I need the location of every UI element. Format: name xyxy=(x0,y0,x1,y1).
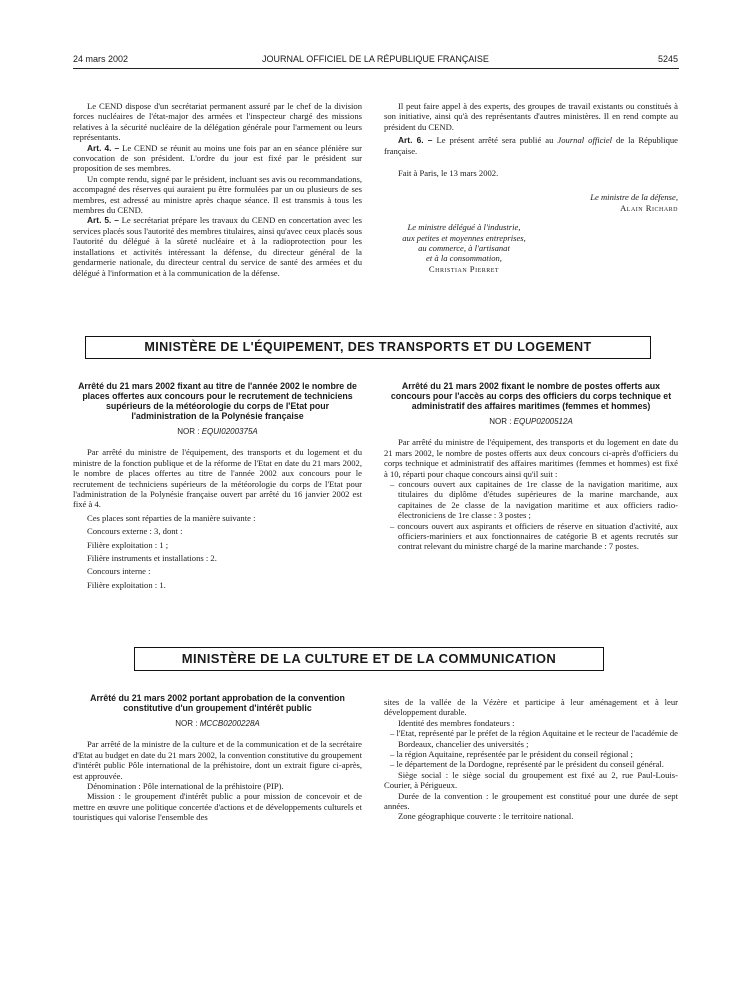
signature-block-2 xyxy=(384,222,544,274)
paragraph: Zone géographique couverte : le territoire national. xyxy=(398,811,574,822)
signature-date: Fait à Paris, le 13 mars 2002. xyxy=(398,168,499,179)
paragraph: Filière exploitation : 1. xyxy=(87,579,166,590)
nor-code: EQUP0200512A xyxy=(513,417,573,426)
arrete-title: Arrêté du 21 mars 2002 fixant au titre de l'année 2002 le nombre de places offertes aux concours pour le recrutement de techniciens supérieurs de la météorologie du corps de l'Etat pour l'administration de la Polynésie française xyxy=(78,381,357,421)
nor-label: NOR : xyxy=(175,719,200,728)
signatory-name: Christian Pierret xyxy=(428,263,500,274)
arrete-equipement-affaires-maritimes xyxy=(384,381,678,552)
paragraph: Ces places sont réparties de la manière suivante : xyxy=(87,512,256,523)
signature-block-1 xyxy=(384,192,678,213)
nor-reference xyxy=(73,719,362,729)
paragraph: Par arrêté du ministre de l'équipement, des transports et du logement en date du 21 mars 2002, le nombre de postes offerts aux deux concours ci-après d'officiers du corps technique et administratif des affaires maritimes (femmes et hommes) est fixé à 10, réparti pour chaque concours ainsi qu'il suit : xyxy=(384,437,678,479)
arrete-culture-gip xyxy=(73,693,362,823)
ministry-heading-equipement: MINISTÈRE DE L'ÉQUIPEMENT, DES TRANSPORTS ET DU LOGEMENT xyxy=(85,336,651,359)
arrete-title: Arrêté du 21 mars 2002 fixant le nombre de postes offerts aux concours pour l'accès au corps des officiers du corps technique et administratif des affaires maritimes (femmes et hommes) xyxy=(390,381,672,411)
arrete-equipement-meteorologie xyxy=(73,381,362,590)
article-label: Art. 6. – xyxy=(398,135,433,146)
article-text: de la République française. xyxy=(384,135,678,156)
nor-label: NOR : xyxy=(177,427,202,436)
paragraph: Durée de la convention : le groupement est constitué pour une durée de sept années. xyxy=(384,790,678,812)
nor-code: EQUI0200375A xyxy=(201,427,258,436)
list-item: – concours ouvert aux aspirants et officiers de réserve en situation d'activité, aux officiers-mariniers et aux fonctionnaires de catégorie B et agents recrutés sur contrat relevant du ministre chargé de la marine marchande : 7 postes. xyxy=(384,521,678,552)
header-page-number: 5245 xyxy=(657,54,678,64)
paragraph: Par arrêté de la ministre de la culture et de la communication et de la secrétaire d'Etat au budget en date du 21 mars 2002, la convention constitutive du groupement d'intérêt public Pôle international de la préhistoire, dont un extrait figure ci-après, est approuvée. xyxy=(73,739,362,781)
nor-reference xyxy=(73,427,362,437)
signatory-title: Le ministre délégué à l'industrie, xyxy=(407,222,521,233)
paragraph: Par arrêté du ministre de l'équipement, des transports et du logement et du ministre de la fonction publique et de la réforme de l'Etat en date du 21 mars 2002, le nombre de places offertes au titre de l'année 2002 aux concours pour le recrutement de techniciens supérieurs de la météorologie du corps de l'Etat pour l'administration de la Polynésie française ouvert par arrêté du 16 janvier 2002 est fixé à 4. xyxy=(73,447,362,510)
signatory-title: au commerce, à l'artisanat xyxy=(418,243,510,254)
ministry-heading-culture: MINISTÈRE DE LA CULTURE ET DE LA COMMUNICATION xyxy=(134,647,604,671)
paragraph: Filière instruments et installations : 2. xyxy=(87,553,217,564)
paragraph: Concours externe : 3, dont : xyxy=(87,526,183,537)
nor-reference xyxy=(384,417,678,427)
signatory-name: Alain Richard xyxy=(620,202,678,213)
article-text: Le CEND se réunit au moins une fois par an en séance plénière sur convocation de son président. L'ordre du jour est fixé par le président sur proposition de ses membres. xyxy=(73,142,362,174)
journal-name: Journal officiel xyxy=(557,135,613,146)
paragraph: Le CEND dispose d'un secrétariat permanent assuré par le chef de la division forces nucléaires de l'état-major des armées et l'inspecteur chargé des missions relatives à la sécurité nucléaire de la délégation générale pour l'armement ou leurs représentants. xyxy=(73,101,362,143)
header-journal-title: JOURNAL OFFICIEL DE LA RÉPUBLIQUE FRANÇAISE xyxy=(262,54,489,64)
header-date: 24 mars 2002 xyxy=(73,54,129,64)
paragraph: Siège social : le siège social du groupement est fixé au 2, rue Paul-Louis-Courier, à Périgueux. xyxy=(384,769,678,791)
nor-code: MCCB0200228A xyxy=(199,719,260,728)
nor-label: NOR : xyxy=(489,417,514,426)
article-label: Art. 4. – xyxy=(87,142,120,153)
top-right-column xyxy=(384,101,678,274)
list-item: – concours ouvert aux capitaines de 1re classe de la navigation maritime, aux titulaires du diplôme d'études supérieures de la marine marchande, aux capitaines de 2e classe de la navigation maritime et aux officiers radio-électroniciens de 1re classe : 3 postes ; xyxy=(384,479,678,521)
paragraph: sites de la vallée de la Vézère et participe à leur aménagement et à leur développement durable. xyxy=(384,697,678,718)
signatory-title: Le ministre de la défense, xyxy=(590,192,678,203)
article-text: Le secrétariat prépare les travaux du CEND en concertation avec les services placés sous l'autorité des membres titulaires, ainsi qu'avec ceux placés sous l'autorité du délégué à la sûreté nucléaire et à la radioprotection pour les installations et activités intéressant la défense, du directeur général de la gendarmerie nationale, du directeur central du service de santé des armées et du délégué à l'information et à la communication de la défense. xyxy=(73,215,362,278)
paragraph: Mission : le groupement d'intérêt public a pour mission de concevoir et de mettre en œuvre une politique concertée d'actions et de développements culturels et touristiques qui valorise l'ensemble des xyxy=(73,791,362,823)
list-item: – la région Aquitaine, représentée par le président du conseil régional ; xyxy=(384,749,678,759)
article-text: Le présent arrêté sera publié au xyxy=(432,135,558,146)
paragraph: Dénomination : Pôle international de la préhistoire (PIP). xyxy=(87,781,284,792)
header-rule xyxy=(73,68,679,69)
list-item: – l'Etat, représenté par le préfet de la région Aquitaine et le recteur de l'académie de Bordeaux, chancelier des universités ; xyxy=(384,728,678,749)
arrete-culture-gip-continued xyxy=(384,697,678,822)
paragraph: Concours interne : xyxy=(87,566,151,577)
signatory-title: aux petites et moyennes entreprises, xyxy=(402,232,526,243)
top-left-column xyxy=(73,101,362,278)
paragraph: Il peut faire appel à des experts, des groupes de travail existants ou constitués à son initiative, ainsi qu'à des représentants d'autres ministères. Il en rend compte au président du CEND. xyxy=(384,101,678,132)
paragraph: Un compte rendu, signé par le président, incluant ses avis ou recommandations, accompagné des réserves qui auraient pu être formulées par un ou plusieurs de ses membres, est adressé au ministre après chaque séance. Il est transmis à tous les membres du CEND. xyxy=(73,173,362,216)
signatory-title: et à la consommation, xyxy=(426,253,502,264)
arrete-title: Arrêté du 21 mars 2002 portant approbation de la convention constitutive d'un groupement d'intérêt public xyxy=(90,693,345,713)
paragraph: Identité des membres fondateurs : xyxy=(398,717,515,728)
paragraph: Filière exploitation : 1 ; xyxy=(87,539,169,550)
list-item: – le département de la Dordogne, représenté par le président du conseil général. xyxy=(384,759,678,769)
article-label: Art. 5. – xyxy=(87,215,119,226)
